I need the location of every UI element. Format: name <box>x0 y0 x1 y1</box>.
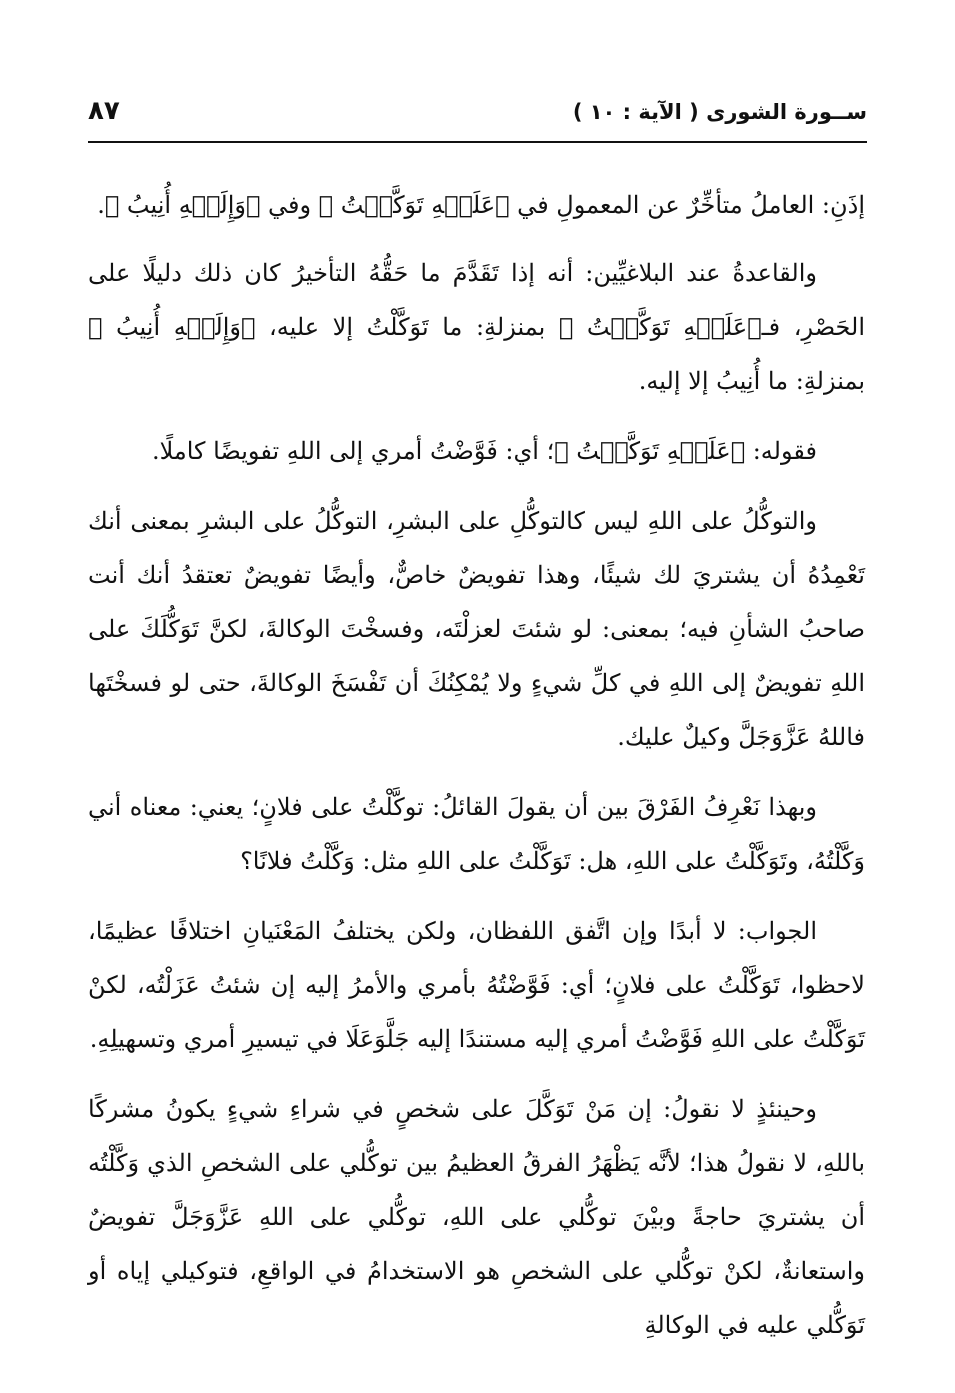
main-text <box>88 178 865 1368</box>
paragraph: والتوكُّلُ على اللهِ ليس كالتوكُّلِ على البشرِ، التوكُّلُ على البشرِ بمعنى أنك تَعْمِدُهُ أن يشتريَ لك شيئًا، وهذا تفويضٌ خاصٌّ، وأيضًا تفويضٌ تعتقدُ أنك أنت صاحبُ الشأنِ فيه؛ بمعنى: لو شئتَ لعزلْتَه، وفسخْتَ الوكالةَ، لكنَّ تَوَكُّلَكَ على اللهِ تفويضٌ إلى اللهِ في كلِّ شيءٍ ولا يُمْكِنُكَ أن تَفْسَخَ الوكالةَ، حتى لو فسخْتَها فاللهُ عَزَّوَجَلَّ وكيلٌ عليك. <box>88 507 865 751</box>
paragraph: والقاعدةُ عند البلاغيِّين: أنه إذا تَقَدَّمَ ما حَقُّهُ التأخيرُ كان ذلك دليلًا على الحَصْرِ، فـ﴿عَلَيۡهِ تَوَكَّلۡتُ ﴾ بمنزلةِ: ما تَوَكَّلْتُ إلا عليه، ﴿وَإِلَيۡهِ أُنِيبُ ﴾ بمنزلةِ: ما أُنِيبُ إلا إليه. <box>88 259 865 395</box>
paragraph: فقوله: ﴿عَلَيۡهِ تَوَكَّلۡتُ ﴾؛ أي: فَوَّضْتُ أمري إلى اللهِ تفويضًا كاملًا. <box>151 437 817 465</box>
paragraph: وبهذا نَعْرِفُ الفَرْقَ بين أن يقولَ القائلُ: توكَّلْتُ على فلانٍ؛ يعني: معناه أني وَكَّلْتُهُ، وتَوَكَّلْتُ على اللهِ، هل: تَوَكَّلْتُ على اللهِ مثل: وَكَّلْتُ فلانًا؟ <box>88 793 865 875</box>
surah-title: ســورة الشورى ( الآية : ١٠ ) <box>572 100 867 124</box>
paragraph: وحينئذٍ لا نقولُ: إن مَنْ تَوَكَّلَ على شخصٍ في شراءِ شيءٍ يكونُ مشركًا باللهِ، لا نقولُ هذا؛ لأنَّه يَظْهَرُ الفرقُ العظيمُ بين توكُّلي على الشخصِ الذي وَكَّلْتُه أن يشتريَ حاجةً وبيْنَ توكُّلي على اللهِ، توكُّلي على اللهِ عَزَّوَجَلَّ تفويضٌ واستعانةٌ، لكنْ توكُّلي على الشخصِ هو الاستخدامُ في الواقعِ، فتوكيلي إياه أو تَوَكُّلي عليه في الوكالةِ <box>88 1095 865 1339</box>
paragraph: إذَنِ: العاملُ متأخِّرٌ عن المعمولِ في ﴿عَلَيۡهِ تَوَكَّلۡتُ ﴾ وفي ﴿وَإِلَيۡهِ أُنِيبُ ﴾. <box>97 191 865 219</box>
running-header <box>88 96 867 136</box>
page-number: ٨٧ <box>88 96 120 126</box>
paragraph: الجواب: لا أبدًا وإن اتَّفق اللفظان، ولكن يختلفُ المَعْنَيانِ اختلافًا عظيمًا، لاحظوا، تَوَكَّلْتُ على فلانٍ؛ أي: فَوَّضْتُهُ بأمري والأمرُ إليه إن شئتُ عَزَلْتُه، لكنْ تَوَكَّلْتُ على اللهِ فَوَّضْتُ أمري إليه مستندًا إليه جَلَّوَعَلَا في تيسيرِ أمري وتسهيلِهِ. <box>88 917 865 1053</box>
header-divider <box>88 141 867 143</box>
